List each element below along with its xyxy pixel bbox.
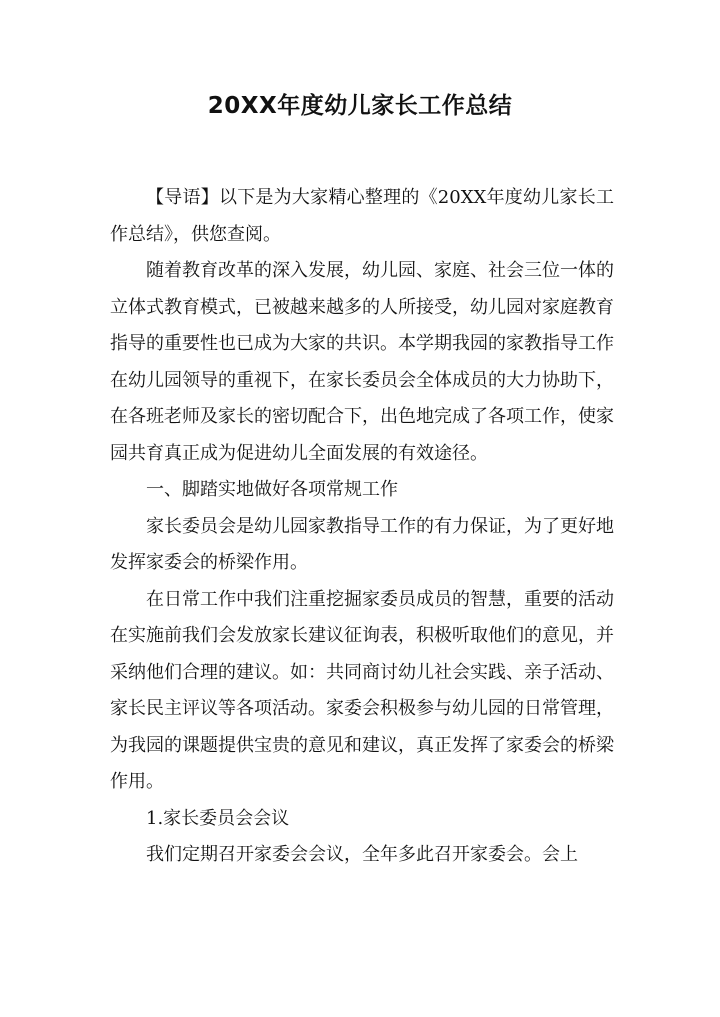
body-paragraph: 家长委员会是幼儿园家教指导工作的有力保证，为了更好地发挥家委会的桥梁作用。 bbox=[110, 515, 614, 573]
document-body bbox=[110, 180, 614, 874]
section-heading: 一、脚踏实地做好各项常规工作 bbox=[146, 479, 398, 500]
body-paragraph: 我们定期召开家委会会议，全年多此召开家委会。会上 bbox=[146, 844, 578, 865]
body-paragraph: 在日常工作中我们注重挖掘家委员成员的智慧，重要的活动在实施前我们会发放家长建议征询表，积极听取他们的意见，并采纳他们合理的建议。如：共同商讨幼儿社会实践、亲子活动、家长民主评议等各项活动。家委会积极参与幼儿园的日常管理，为我园的课题提供宝贵的意见和建议，真正发挥了家委会的桥梁作用。 bbox=[110, 588, 614, 792]
document-title: 20XX年度幼儿家长工作总结 bbox=[207, 93, 513, 119]
intro-paragraph: 【导语】以下是为大家精心整理的《20XX年度幼儿家长工作总结》，供您查阅。 bbox=[110, 187, 614, 245]
body-paragraph: 随着教育改革的深入发展，幼儿园、家庭、社会三位一体的立体式教育模式，已被越来越多的人所接受，幼儿园对家庭教育指导的重要性也已成为大家的共识。本学期我园的家教指导工作在幼儿园领导的重视下，在家长委员会全体成员的大力协助下，在各班老师及家长的密切配合下，出色地完成了各项工作，使家园共育真正成为促进幼儿全面发展的有效途径。 bbox=[110, 260, 614, 464]
subsection-heading: 1.家长委员会会议 bbox=[146, 807, 290, 829]
